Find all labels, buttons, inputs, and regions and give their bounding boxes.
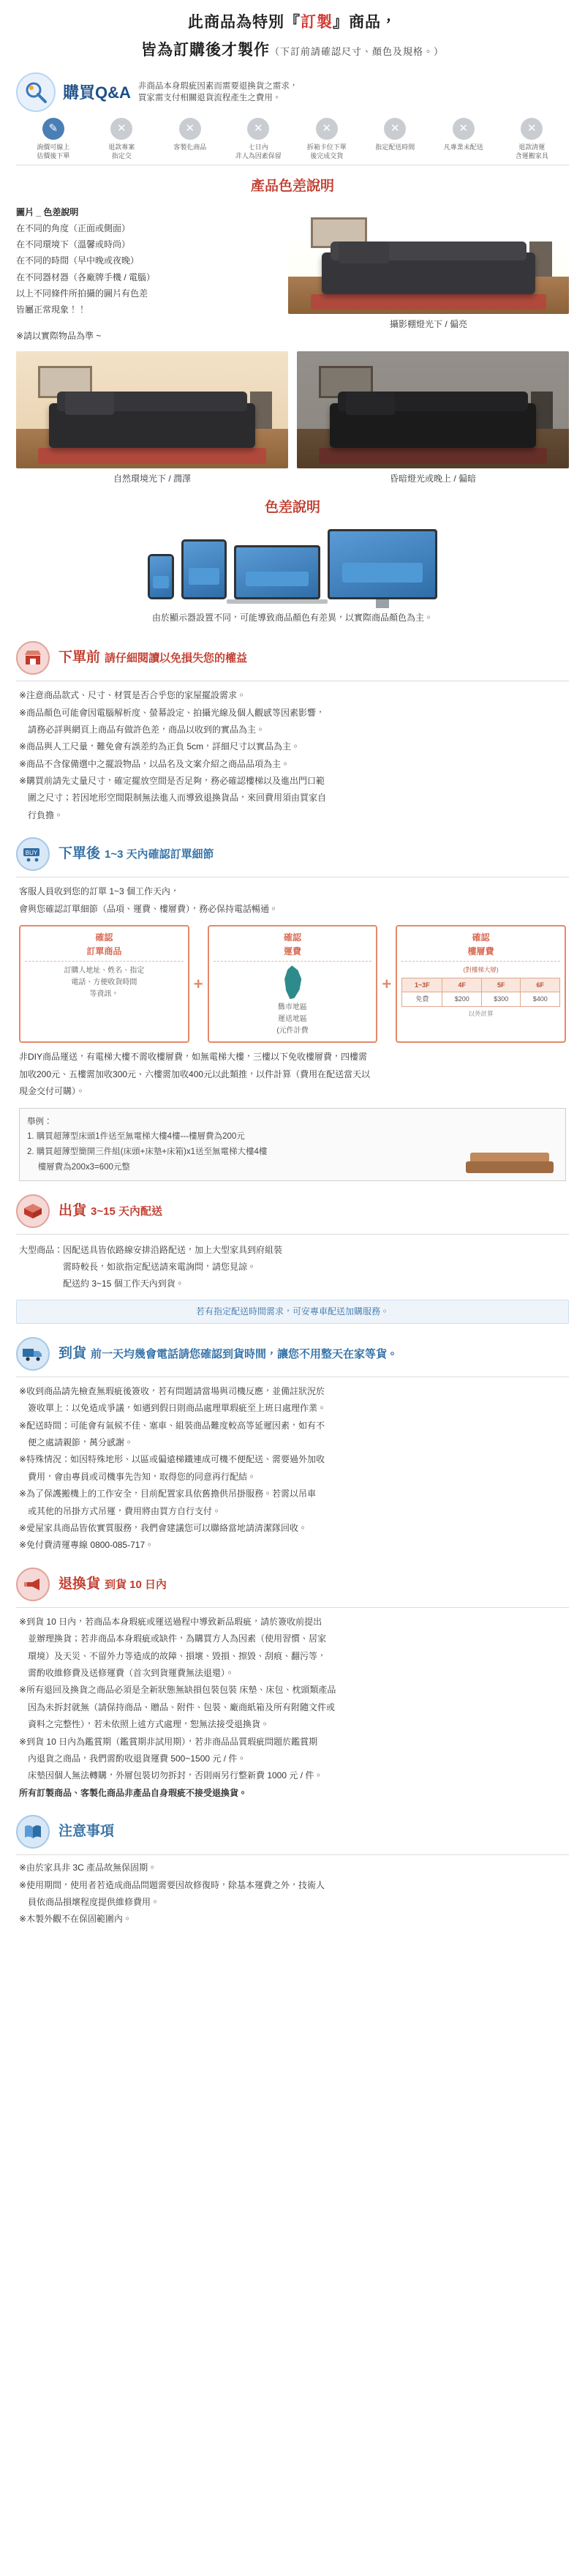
- floor-fee-table: [401, 978, 560, 1007]
- list-item: 現金交付可購）。: [19, 1086, 86, 1097]
- list-item: 費用，會由專員或司機事先告知，取得您的同意再行配結。: [19, 1471, 257, 1482]
- table-cell: $300: [481, 992, 521, 1006]
- plus-sign: +: [193, 975, 203, 994]
- top-banner: [0, 0, 585, 70]
- photo-dark: [297, 351, 569, 486]
- qa-icon-item: [224, 118, 293, 160]
- step-heading: 確認 樓層費: [401, 931, 560, 962]
- list-item: 加收200元、五樓需加收300元、六樓需加收400元以此類推，以件計算（費用在配送當天以: [19, 1068, 371, 1079]
- qa-icon-label: 凡專業未配送: [443, 143, 483, 151]
- list-item: 資料之完整性），若未依照上述方式處理，恕無法接受退換貨。: [19, 1719, 270, 1730]
- qa-icon-item: [88, 118, 156, 160]
- banner-line1-red: 訂製: [301, 14, 333, 31]
- photo-natural: [16, 351, 288, 486]
- list-item: 床墊因個人無法轉購，外層包裝切勿拆封，否則兩另行整新費 1000 元 / 件。: [19, 1770, 323, 1781]
- cross-icon: ✕: [247, 118, 269, 140]
- list-item: 會與您確認訂單細節（品項、運費、樓層費），務必保持電話暢通。: [19, 903, 279, 914]
- phone-icon: [148, 554, 174, 599]
- step-heading: 確認 訂單商品: [25, 931, 184, 962]
- before-order-list: [0, 681, 585, 824]
- color-section-title: 產品色差說明: [250, 179, 334, 195]
- list-item: 非DIY商品運送，有電梯大樓不需收樓層費，如無電梯大樓，三樓以下免收樓層費，四樓需: [19, 1052, 368, 1063]
- qa-subtitle: [138, 80, 298, 105]
- returns-footer: 所有訂製商品、客製化商品非產品自身瑕疵不接受退換貨。: [19, 1787, 248, 1798]
- list-item: ※特殊情況：如因特殊地形、以區或偏遠梯鐵連成可機不便配送、需要過外加收: [19, 1454, 325, 1465]
- banner-line2-a: 皆為訂購後才製作: [140, 41, 270, 59]
- example-box: [19, 1108, 566, 1182]
- arrival-subtitle: 前一天均幾會電話請您確認到貨時間，讓您不用整天在家等貨。: [91, 1347, 399, 1360]
- after-order-subtitle: 1~3 天內確認訂單細節: [105, 848, 214, 861]
- table-row: [402, 992, 560, 1006]
- list-item: 便之處請親節，萬分感謝。: [19, 1437, 134, 1448]
- qa-icon-label: 指定配送時間: [375, 143, 415, 151]
- returns-title: 退換貨: [58, 1576, 101, 1592]
- photo-caption: 自然環境光下 / 潤澤: [113, 473, 191, 484]
- megaphone-icon: [16, 1568, 50, 1601]
- table-row: [402, 978, 560, 992]
- step-confirm-floor-fee: [396, 925, 566, 1043]
- step-heading: 確認 運費: [214, 931, 372, 962]
- qa-section: [0, 70, 585, 165]
- list-item: 圍之尺寸；若因地形空間限制無法進入而導致退換貨品，來回費用須由買家自: [19, 793, 327, 804]
- color-desc-text: [16, 204, 279, 345]
- taiwan-map-icon: [280, 965, 305, 999]
- device-row: [0, 525, 585, 599]
- qa-icon-row: [16, 118, 569, 165]
- shipping-subtitle: 3~15 天內配送: [91, 1205, 162, 1218]
- cross-icon: ✕: [384, 118, 406, 140]
- list-item: 請務必詳與網頁上商品有做許色差，商品以收到的實品為主。: [19, 724, 265, 735]
- example-title: 舉例：: [27, 1117, 53, 1126]
- banner-line1-b: 』商品，: [333, 14, 397, 31]
- cross-icon: ✕: [453, 118, 475, 140]
- banner-line2-small: （下訂前請確認尺寸、顏色及規格。）: [269, 45, 444, 57]
- color-desc-heading: 圖片 _ 色差說明: [16, 206, 79, 217]
- device-section-title: 色差說明: [264, 499, 320, 515]
- attention-title: 注意事項: [58, 1823, 115, 1839]
- table-header-cell: 1~3F: [402, 978, 442, 992]
- returns-list: [0, 1608, 585, 1802]
- qa-icon-label: 客製化商品: [173, 143, 207, 151]
- after-order-intro: [0, 877, 585, 918]
- room-photo-natural: [16, 351, 288, 468]
- arrival-title: 到貨: [58, 1345, 87, 1361]
- list-item: 大型商品：因配送具皆依路線安排沿路配送，加上大型家具到府組裝: [19, 1245, 283, 1256]
- list-item: ※到貨 10 日內為鑑賞期（鑑賞期非試用期），若非商品品質瑕疵問題於鑑賞期: [19, 1736, 318, 1747]
- shipping-header: [0, 1194, 585, 1228]
- qa-subtitle-line2: 買家需支付相關退貨流程產生之費用。: [137, 94, 282, 103]
- qa-title: 購買Q&A: [63, 83, 131, 102]
- qa-icon-label: 退款專案 指定交: [108, 143, 135, 160]
- list-item: 並辦理換貨；若非商品本身瑕疵或缺件，為購買方人為因素（使用習慣、居家: [19, 1633, 327, 1644]
- list-item: ※商品不含傢備選中之擺設物品，以品名及文案介紹之商品品項為主。: [19, 758, 290, 769]
- list-item: ※由於家具非 3C 產品故無保固期。: [19, 1862, 157, 1873]
- before-order-header: [0, 641, 585, 675]
- laptop-icon: [234, 545, 320, 599]
- qa-icon-item: [498, 118, 567, 160]
- magnifier-icon: [16, 72, 56, 112]
- book-icon: [16, 1815, 50, 1849]
- returns-header: [0, 1568, 585, 1601]
- before-order-title: 下單前: [58, 649, 101, 665]
- fee-caption: (對樓梯大層): [463, 966, 499, 974]
- order-steps: [0, 918, 585, 1043]
- table-header-cell: 5F: [481, 978, 521, 992]
- step-confirm-items: [19, 925, 189, 1043]
- color-desc-block: [0, 204, 585, 345]
- room-photo-dark: [297, 351, 569, 468]
- list-item: ※商品顏色可能會因電腦解析度、螢幕設定、拍攝光線及個人觀感等因素影響，: [19, 707, 325, 718]
- svg-text:BUY: BUY: [25, 850, 38, 857]
- list-item: ※收到商品請先檢查無瑕疵後簽收，若有問題請當場與司機反應，並備註狀況於: [19, 1385, 325, 1396]
- qa-icon-label: 七日內 非人為因素保留: [235, 143, 282, 160]
- banner-line1: [7, 10, 578, 35]
- photo-top-right: [288, 204, 569, 345]
- qa-icon-item: [156, 118, 224, 160]
- before-order-subtitle: 請仔細閱讀以免損失您的權益: [105, 651, 248, 664]
- list-item: 需酌收維修費及送修運費（首次到貨運費無法退還）。: [19, 1667, 235, 1678]
- pencil-icon: ✎: [42, 118, 64, 140]
- example-line: 2. 購買超薄型簡開三件組(床頭+床墊+床箱)x1送至無電梯大樓4樓: [27, 1147, 268, 1156]
- arrival-list: [0, 1377, 585, 1554]
- list-item: 員依商品損壞程度提供維修費用。: [19, 1896, 160, 1907]
- nondiy-note: [0, 1043, 585, 1100]
- table-cell: $200: [442, 992, 482, 1006]
- list-item: ※使用期間，使用者若造成商品問題需要因故修復時，除基本運費之外，技術人: [19, 1879, 325, 1890]
- list-item: 因為未拆封就無（請保持商品、贈品、附件、包裝、廠商紙箱及所有附隨文件或: [19, 1701, 336, 1712]
- qa-icon-item: [361, 118, 430, 160]
- list-item: ※配送時間：可能會有氣候不佳、塞車、組裝商品難度較高等延遲因素，如有不: [19, 1420, 325, 1431]
- returns-subtitle: 到貨 10 日內: [105, 1578, 167, 1591]
- list-item: ※所有退回及換貨之商品必須是全新狀態無缺損包裝包裝 床墊、床包、枕頭類產品: [19, 1685, 336, 1696]
- qa-icon-label: 拆箱卡位下單 後完成交貨: [306, 143, 347, 160]
- list-item: 環境）及天災、不留外力等造成的故障、損壞、毀損、擦毀、刮痕、翻污等，: [19, 1650, 327, 1661]
- color-desc-line: 以上不同條件所拍攝的圖片有色差: [16, 288, 148, 299]
- qa-icon-item: [19, 118, 88, 160]
- truck-icon: [16, 1337, 50, 1371]
- step-body: 訂購人地址、姓名、指定 電話、方便收貨時間 等資訊。: [64, 967, 145, 999]
- banner-line2: [7, 38, 578, 63]
- list-item: ※購買前請先丈量尺寸，確定擺放空間是否足夠，務必確認樓梯以及進出門口範: [19, 776, 325, 787]
- qa-header: [16, 72, 569, 112]
- color-desc-line: 在不同器材器（各廠牌手機 / 電腦）: [16, 272, 156, 282]
- qa-subtitle-line1: 非商品本身瑕疵因素而需要退換貨之需求，: [137, 81, 298, 91]
- list-item: 簽收單上：以免造成爭議，如遇到假日則商品處理單瑕疵至上班日處理作業。: [19, 1403, 327, 1414]
- qa-icon-label: 退款清運 含運搬家具: [515, 143, 548, 160]
- list-item: 配送約 3~15 個工作天內到貨。: [19, 1278, 184, 1289]
- delivery-box-icon: [16, 1194, 50, 1228]
- room-photo-bright: [288, 204, 569, 314]
- color-desc-line: 在不同環境下（溫馨或時尚）: [16, 239, 131, 250]
- device-note: 由於顯示器設置不同，可能導致商品顏色有差異，以實際商品顏色為主。: [151, 612, 433, 623]
- attention-header: [0, 1815, 585, 1849]
- list-item: 行負擔。: [19, 809, 64, 820]
- cross-icon: ✕: [316, 118, 338, 140]
- monitor-icon: [328, 529, 437, 599]
- example-line: 樓層費為200x3=600元整: [27, 1162, 130, 1172]
- photo-caption: 攝影棚燈光下 / 偏亮: [389, 318, 467, 329]
- buy-cart-icon: [16, 837, 50, 871]
- color-desc-line: 皆屬正常現象！！: [16, 304, 87, 315]
- qa-icon-item: [292, 118, 361, 160]
- list-item: 或其他的吊掛方式吊運，費用將由買方自行支付。: [19, 1505, 222, 1516]
- store-icon: [16, 641, 50, 675]
- attention-list: [0, 1855, 585, 1946]
- color-desc-note: ※請以實際物品為準 ~: [16, 331, 102, 342]
- after-order-title: 下單後: [58, 846, 101, 862]
- cross-icon: ✕: [179, 118, 201, 140]
- banner-line1-a: 此商品為特別『: [188, 14, 301, 31]
- step-confirm-shipping: [208, 925, 378, 1043]
- shipping-lines: [0, 1235, 585, 1292]
- qa-icon-item: [429, 118, 498, 160]
- photo-caption: 昏暗燈光或晚上 / 偏暗: [389, 473, 476, 484]
- plus-sign: +: [382, 975, 392, 994]
- table-cell: $400: [521, 992, 560, 1006]
- list-item: ※愛屋家具商品皆依實質服務，我們會建議您可以聯絡當地請清潔隊回收。: [19, 1523, 308, 1534]
- list-item: 客服人員收到您的訂單 1~3 個工作天內，: [19, 886, 180, 897]
- step-body: 縣市地區 運送地區 (元件計費: [276, 1003, 309, 1036]
- list-item: ※注意商品款式、尺寸、材質是否合乎您的家屋擺設需求。: [19, 690, 246, 701]
- table-header-cell: 6F: [521, 978, 560, 992]
- after-order-header: [0, 837, 585, 871]
- list-item: ※免付費清運專線 0800-085-717。: [19, 1540, 154, 1551]
- table-cell: 免費: [402, 992, 442, 1006]
- example-line: 1. 購買超薄型床頭1件送至無電梯大樓4樓---樓層費為200元: [27, 1132, 245, 1142]
- shipping-notice: 若有指定配送時間需求，可安專車配送加購服務。: [16, 1300, 569, 1324]
- color-desc-line: 在不同的角度（正面或側面）: [16, 223, 131, 234]
- arrival-header: [0, 1337, 585, 1371]
- bed-icon: [466, 1145, 554, 1173]
- cross-icon: ✕: [110, 118, 132, 140]
- list-item: ※商品與人工尺量，難免會有誤差約為正負 5cm，詳細尺寸以實品為主。: [19, 741, 301, 752]
- table-header-cell: 4F: [442, 978, 482, 992]
- list-item: ※木製外觀不在保固範圍內。: [19, 1914, 132, 1925]
- list-item: ※到貨 10 日內，若商品本身瑕疵或運送過程中導致新品瑕疵，請於簽收前提出: [19, 1616, 322, 1627]
- tablet-icon: [181, 539, 227, 599]
- list-item: ※為了保護搬機上的工作安全，目前配置家具依舊擔供吊掛服務。若需以吊車: [19, 1489, 317, 1499]
- color-desc-line: 在不同的時間（早中晚或夜晚）: [16, 255, 140, 266]
- fee-footnote: 以外計算: [468, 1009, 494, 1017]
- qa-icon-label: 詢價可線上 估價後下單: [37, 143, 70, 160]
- list-item: 內退貨之商品，我們需酌收退貨運費 500~1500 元 / 件。: [19, 1753, 246, 1764]
- shipping-title: 出貨: [58, 1203, 87, 1219]
- list-item: 需時較長，如欲指定配送請來電詢問，請您見諒。: [19, 1262, 257, 1273]
- cross-icon: ✕: [521, 118, 543, 140]
- photo-pair: [0, 344, 585, 486]
